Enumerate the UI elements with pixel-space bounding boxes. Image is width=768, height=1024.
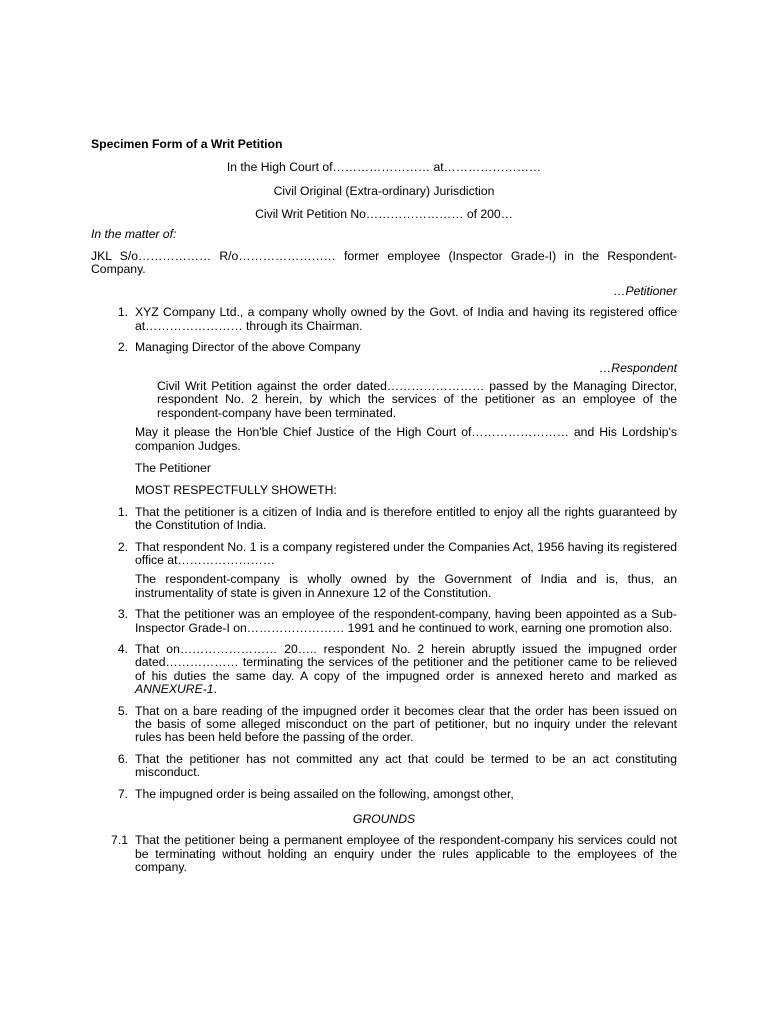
document-page [91,138,677,883]
item-text: XYZ Company Ltd., a company wholly owned by the Govt. of India and having its registered office at…………………… through its Chairman. [135,305,677,333]
item-text-end: . [213,682,217,697]
item-number: 6. [117,751,128,766]
respondent-label: …Respondent [599,361,677,376]
court-line: In the High Court of…………………… at…………………… [226,160,542,175]
item-number: 7. [117,786,128,801]
jurisdiction-line: Civil Original (Extra-ordinary) Jurisdiction [273,183,495,198]
item-number: 4. [117,641,128,656]
item-text: The impugned order is being assailed on the following, amongst other, [135,786,514,801]
petition-against-paragraph: Civil Writ Petition against the order dated…………………… passed by the Managing Director, respondent No. 2 herein, by which the services of the petitioner as an employee of the respondent-company have been terminated. [157,378,677,420]
item-text [135,643,677,697]
point-item [91,753,677,780]
item-number: 2. [117,539,128,554]
in-matter-heading: In the matter of: [91,226,177,241]
item-text: That the petitioner is a citizen of India and is therefore entitled to enjoy all the rights guaranteed by the Constitution of India. [135,504,677,533]
document-title: Specimen Form of a Writ Petition [91,137,283,151]
item-number: 3. [117,607,128,622]
item-text: That the petitioner has not committed any act that could be termed to be an act constituting misconduct. [135,751,677,780]
respondent-item [91,306,677,333]
point-continuation: The respondent-company is wholly owned by the Government of India and is, thus, an instrumentality of state is given in Annexure 12 of the Constitution. [135,572,677,600]
point-item [91,506,677,533]
item-number: 5. [117,703,128,718]
respondent-item [91,341,677,354]
ground-item [91,834,677,874]
point-item [91,705,677,745]
point-item [91,643,677,697]
item-text: That respondent No. 1 is a company registered under the Companies Act, 1956 having its registered office at…………………… [135,539,677,567]
petitioner-description: JKL S/o……………… R/o…………………… former employee (Inspector Grade-I) in the Respondent-Company. [91,249,677,277]
item-text: That the petitioner being a permanent employee of the respondent-company his services could not be terminating without holding an enquiry under the rules applicable to the employees of the company. [135,833,677,875]
the-petitioner-line: The Petitioner [135,460,211,475]
item-number: 1. [117,305,128,320]
item-number: 1. [117,504,128,519]
item-number: 7.1 [111,833,128,848]
showeth-heading: MOST RESPECTFULLY SHOWETH: [135,483,337,498]
grounds-heading: GROUNDS [352,812,416,827]
point-item [91,608,677,635]
item-text: That the petitioner was an employee of the respondent-company, having been appointed as a Sub-Inspector Grade-I on…………………… 1991 and he continued to work, earning one promotion also. [135,607,677,635]
may-it-please-paragraph: May it please the Hon'ble Chief Justice of the High Court of…………………… and His Lordship's companion Judges. [135,425,677,453]
annexure-reference: ANNEXURE-1 [135,682,214,697]
point-item [91,541,677,568]
item-text: That on a bare reading of the impugned order it becomes clear that the order has been issued on the basis of some alleged misconduct on the part of petitioner, but no inquiry under the relevant rules has been held before the passing of the order. [135,703,677,745]
point-item [91,788,677,801]
petitioner-label: …Petitioner [613,283,677,298]
petition-number-line: Civil Writ Petition No…………………… of 200… [255,207,513,222]
item-text: Managing Director of the above Company [135,340,361,355]
item-text-main: That on…………………… 20….. respondent No. 2 herein abruptly issued the impugned order dated……………… terminating the services of the petitioner and the petitioner came to be relieved of his duties the same day. A copy of the impugned order is annexed hereto and marked as [135,641,677,683]
item-number: 2. [117,340,128,355]
